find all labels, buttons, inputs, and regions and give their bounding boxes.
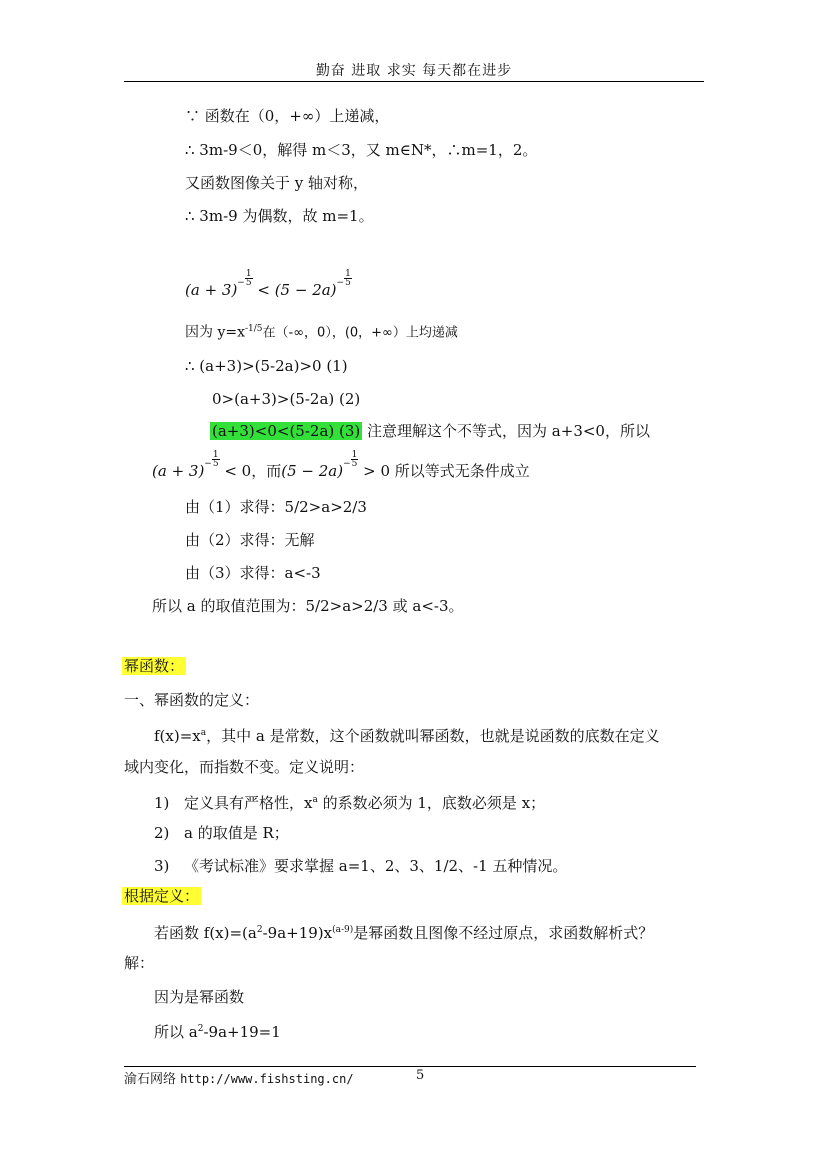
footer-url[interactable]: http://www.fishsting.cn/: [180, 1072, 354, 1086]
text-line: 0>(a+3)>(5-2a) (2): [212, 390, 361, 408]
header-divider: [124, 81, 704, 82]
text-line: ∴ 3m-9 为偶数，故 m=1。: [185, 207, 374, 225]
list-item: 3) 《考试标准》要求掌握 a=1、2、3、1/2、-1 五种情况。: [154, 857, 568, 875]
text-line: $f(x)=x^a$，其中 a 是常数，这个函数就叫幂函数，也就是说函数的底数在定义: [154, 727, 660, 745]
text-line: 由（2）求得：无解: [185, 531, 315, 549]
text-line: 解：: [124, 954, 155, 972]
math-term: (5 − 2a): [274, 281, 337, 299]
text-line: 所以 a 的取值范围为：5/2>a>2/3 或 a<-3。: [152, 597, 464, 615]
text-line: ∴ 3m-9＜0，解得 m＜3，又 m∈N*，∴m=1，2。: [185, 141, 538, 159]
footer-divider: [124, 1066, 696, 1067]
page-header: 勤奋 进取 求实 每天都在进步: [315, 63, 513, 79]
highlighted-inequality: (a+3)<0<(5-2a) (3): [212, 422, 361, 440]
text-line: 所以 $a^2-9a+19=1$: [154, 1023, 281, 1041]
text-line: 因为 $y=x^{-1/5}$在（-∞，0），(0，+∞）上均递减: [185, 324, 458, 341]
text-line: 若函数 $f(x)=(a^2-9a+19)x^{(a-9)}$是幂函数且图像不经过原点，求函数解析式？: [154, 924, 654, 942]
text-line: (a+3)<0<(5-2a) (3) 注意理解这个不等式，因为 a+3<0，所以: [212, 422, 650, 440]
text-line: 由（3）求得：a<-3: [185, 564, 321, 582]
text-line: 由（1）求得：5/2>a>2/3: [185, 498, 367, 516]
text-line: 又函数图像关于 y 轴对称，: [185, 174, 369, 192]
text-line: 域内变化，而指数不变。定义说明：: [124, 758, 365, 776]
list-item: 2) a 的取值是 R；: [154, 824, 289, 842]
math-line: $(a + 3)^{- \frac{1}{5}}$ < 0，而$(5 - 2a)^{- \frac{1}{5}}$ > 0 所以等式无条件成立: [152, 450, 530, 480]
text-line: ∵ 函数在（0，+∞）上递减，: [185, 107, 390, 125]
text-line: ∴ (a+3)>(5-2a)>0 (1): [185, 357, 348, 375]
footer-left: 渝石网络 http://www.fishsting.cn/: [124, 1072, 354, 1087]
text-line: 因为是幂函数: [154, 988, 245, 1006]
text-line: 一、幂函数的定义：: [124, 691, 260, 709]
math-inequality: $(a + 3)^{- \frac{1}{5}}$ < $(5 - 2a)^{- \frac{1}{5}}$: [185, 269, 351, 299]
section-heading: 幂函数：: [124, 657, 185, 675]
page-number: 5: [416, 1068, 425, 1083]
math-term: (a + 3): [185, 281, 238, 299]
list-item: 1) 定义具有严格性，$x^a$ 的系数必须为 1，底数必须是 x；: [154, 794, 546, 812]
section-heading: 根据定义：: [124, 887, 200, 905]
